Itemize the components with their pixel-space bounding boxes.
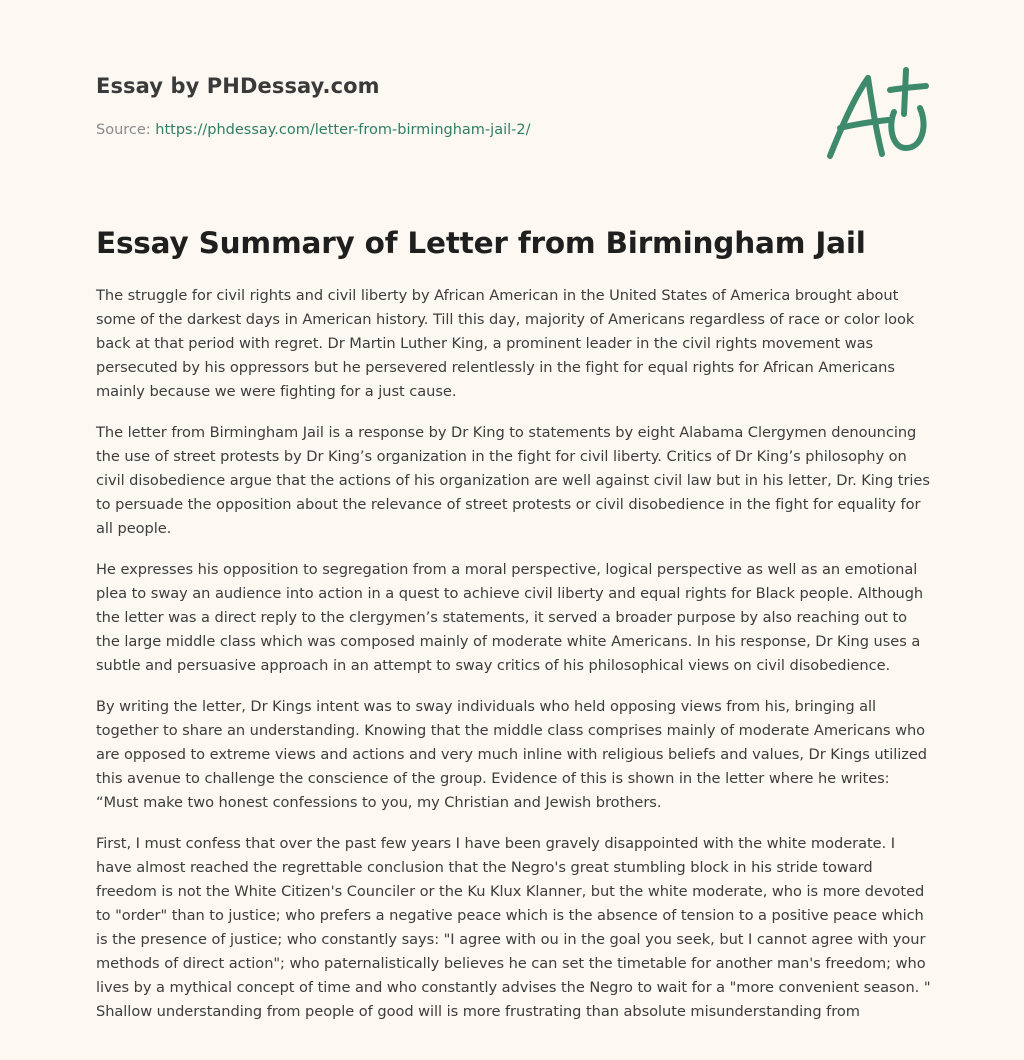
a-plus-grade-logo-icon (818, 64, 938, 168)
paragraph: The letter from Birmingham Jail is a response by Dr King to statements by eight Alabama Clergymen denouncing the use of street protests by Dr King’s organization in the fight for civil liberty. Critics of Dr King’s philosophy on civil disobedience argue that the actions of his organization are well against civil law but in his letter, Dr. King tries to persuade the opposition about the relevance of street protests or civil disobedience in the fight for equality for all people. (96, 424, 930, 537)
paragraph: The struggle for civil rights and civil liberty by African American in the United States of America brought about some of the darkest days in American history. Till this day, majority of Americans regardless of race or color look back at that period with regret. Dr Martin Luther King, a prominent leader in the civil rights movement was persecuted by his oppressors but he persevered relentlessly in the fight for equal rights for African Americans mainly because we were fighting for a just cause. (96, 287, 915, 400)
paragraph: First, I must confess that over the past few years I have been gravely disappointed with the white moderate. I have almost reached the regrettable conclusion that the Negro's great stumbling block in his stride toward freedom is not the White Citizen's Counciler or the Ku Klux Klanner, but the white moderate, who is more devoted to "order" than to justice; who prefers a negative peace which is the absence of tension to a positive peace which is the presence of justice; who constantly says: "I agree with ou in the goal you seek, but I cannot agree with your methods of direct action"; who paternalistically believes he can set the timetable for another man's freedom; who lives by a mythical concept of time and who constantly advises the Negro to wait for a "more convenient season. " Shallow understanding from people of good will is more frustrating than absolute misunderstanding from (96, 835, 931, 1020)
paragraph: He expresses his opposition to segregation from a moral perspective, logical perspective as well as an emotional plea to sway an audience into action in a quest to achieve civil liberty and equal rights for Black people. Although the letter was a direct reply to the clergymen’s statements, it served a broader purpose by also reaching out to the large middle class which was composed mainly of moderate white Americans. In his response, Dr King uses a subtle and persuasive approach in an attempt to sway critics of his philosophical views on civil disobedience. (96, 561, 924, 674)
essay-body (96, 284, 934, 1041)
page-header (96, 74, 696, 138)
brand-title: Essay by PHDessay.com (96, 74, 380, 98)
source-link[interactable]: https://phdessay.com/letter-from-birmingham-jail-2/ (155, 122, 531, 138)
source-label: Source: (96, 122, 151, 138)
essay-title: Essay Summary of Letter from Birmingham Jail (96, 226, 866, 260)
paragraph: By writing the letter, Dr Kings intent was to sway individuals who held opposing views from his, bringing all together to share an understanding. Knowing that the middle class comprises mainly of moderate Americans who are opposed to extreme views and actions and very much inline with religious beliefs and values, Dr Kings utilized this avenue to challenge the conscience of the group. Evidence of this is shown in the letter where he writes: “Must make two honest confessions to you, my Christian and Jewish brothers. (96, 698, 927, 811)
source-line (96, 122, 696, 138)
